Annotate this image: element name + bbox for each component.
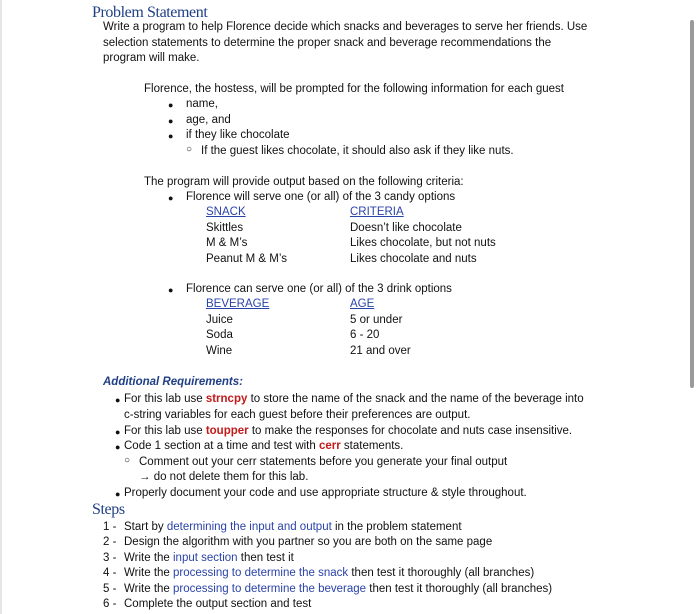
step-3 bbox=[124, 552, 294, 564]
requirement-text: Code 1 section at a time and test with bbox=[124, 440, 319, 452]
step-text: Write the bbox=[124, 552, 173, 564]
requirement-3-sub: Comment out your cerr statements before you generate your final output bbox=[139, 456, 508, 468]
requirement-4: Properly document your code and use appropriate structure & style throughout. bbox=[124, 487, 527, 499]
step-text: then test it bbox=[237, 552, 294, 564]
step-highlight: determining the input and output bbox=[166, 521, 332, 533]
keyword-strncpy: strncpy bbox=[205, 393, 248, 405]
requirement-text: to make the responses for chocolate and nuts case insensitive. bbox=[248, 425, 573, 437]
bullet-icon: ● bbox=[168, 116, 174, 126]
prompt-item: if they like chocolate bbox=[186, 129, 290, 141]
requirement-2 bbox=[124, 425, 572, 437]
beverage-name: Wine bbox=[206, 345, 233, 357]
beverage-age: 6 - 20 bbox=[350, 329, 380, 341]
output-intro: The program will provide output based on the following criteria: bbox=[144, 176, 464, 188]
keyword-cerr: cerr bbox=[318, 440, 341, 452]
circle-bullet-icon: ○ bbox=[124, 455, 131, 466]
prompt-item: name, bbox=[186, 98, 218, 110]
steps-heading: Steps bbox=[92, 501, 125, 518]
additional-requirements-heading: Additional Requirements: bbox=[103, 376, 243, 388]
requirement-1-cont: c-string variables for each guest before their preferences are output. bbox=[124, 409, 471, 421]
prompt-sub-item: If the guest likes chocolate, it should also ask if they like nuts. bbox=[201, 145, 514, 157]
step-text: Write the bbox=[124, 583, 173, 595]
criteria-header: CRITERIA bbox=[350, 206, 404, 218]
candy-intro: Florence will serve one (or all) of the 3 candy options bbox=[186, 191, 456, 203]
problem-statement-heading: Problem Statement bbox=[92, 4, 208, 21]
bullet-icon: ● bbox=[115, 395, 121, 405]
step-number: 5 - bbox=[103, 583, 117, 595]
intro-line: selection statements to determine the proper snack and beverage recommendations the bbox=[103, 36, 552, 49]
beverage-header: BEVERAGE bbox=[206, 298, 270, 310]
bullet-icon: ● bbox=[115, 427, 121, 437]
intro-line: program will make. bbox=[103, 52, 200, 64]
step-number: 4 - bbox=[103, 567, 117, 579]
step-number: 1 - bbox=[103, 521, 117, 533]
step-5 bbox=[124, 583, 552, 595]
circle-bullet-icon: ○ bbox=[186, 144, 193, 155]
age-header: AGE bbox=[350, 298, 375, 310]
snack-criteria: Likes chocolate, but not nuts bbox=[350, 237, 496, 249]
intro-line: Write a program to help Florence decide which snacks and beverages to serve her friends. Use bbox=[103, 21, 588, 33]
step-text: in the problem statement bbox=[331, 521, 462, 533]
step-text: then test it thoroughly (all branches) bbox=[366, 583, 553, 595]
bullet-icon: ● bbox=[168, 100, 174, 110]
bullet-icon: ● bbox=[115, 489, 121, 499]
step-number: 3 - bbox=[103, 552, 117, 564]
prompt-item: age, and bbox=[186, 114, 231, 126]
beverage-age: 5 or under bbox=[350, 314, 403, 326]
scrollbar[interactable] bbox=[690, 20, 694, 388]
step-text: then test it thoroughly (all branches) bbox=[348, 567, 535, 579]
prompt-intro: Florence, the hostess, will be prompted for the following information for each guest bbox=[144, 83, 564, 95]
step-text: Write the bbox=[124, 567, 173, 579]
step-1 bbox=[124, 521, 462, 533]
step-highlight: processing to determine the snack bbox=[173, 567, 349, 579]
snack-header: SNACK bbox=[206, 206, 246, 218]
step-highlight: processing to determine the beverage bbox=[173, 583, 367, 595]
snack-criteria: Doesn’t like chocolate bbox=[350, 222, 462, 234]
step-2: Design the algorithm with you partner so you are both on the same page bbox=[124, 536, 493, 548]
requirement-text: For this lab use bbox=[124, 393, 206, 405]
step-text: Start by bbox=[124, 521, 167, 533]
beverage-age: 21 and over bbox=[350, 345, 411, 357]
step-number: 6 - bbox=[103, 598, 117, 610]
snack-criteria: Likes chocolate and nuts bbox=[350, 253, 477, 265]
step-4 bbox=[124, 567, 534, 579]
requirement-3-sub2: → do not delete them for this lab. bbox=[139, 471, 309, 483]
beverage-name: Soda bbox=[206, 329, 233, 341]
keyword-toupper: toupper bbox=[205, 425, 249, 437]
bullet-icon: ● bbox=[115, 442, 121, 452]
requirement-text: For this lab use bbox=[124, 425, 206, 437]
snack-name: M & M’s bbox=[206, 237, 248, 249]
requirement-3 bbox=[124, 440, 403, 452]
intro-paragraph bbox=[103, 20, 603, 67]
bullet-icon: ● bbox=[168, 285, 174, 295]
step-number: 2 - bbox=[103, 536, 117, 548]
step-highlight: input section bbox=[173, 552, 238, 564]
requirement-1 bbox=[124, 393, 584, 405]
bullet-icon: ● bbox=[168, 193, 174, 203]
bullet-icon: ● bbox=[168, 131, 174, 141]
beverage-name: Juice bbox=[206, 314, 233, 326]
requirement-text: to store the name of the snack and the name of the beverage into bbox=[247, 393, 584, 405]
requirement-text: statements. bbox=[340, 440, 404, 452]
snack-name: Peanut M & M’s bbox=[206, 253, 287, 265]
snack-name: Skittles bbox=[206, 222, 244, 234]
page-edge bbox=[0, 0, 2, 614]
drink-intro: Florence can serve one (or all) of the 3 drink options bbox=[186, 283, 452, 295]
step-6: Complete the output section and test bbox=[124, 598, 312, 610]
